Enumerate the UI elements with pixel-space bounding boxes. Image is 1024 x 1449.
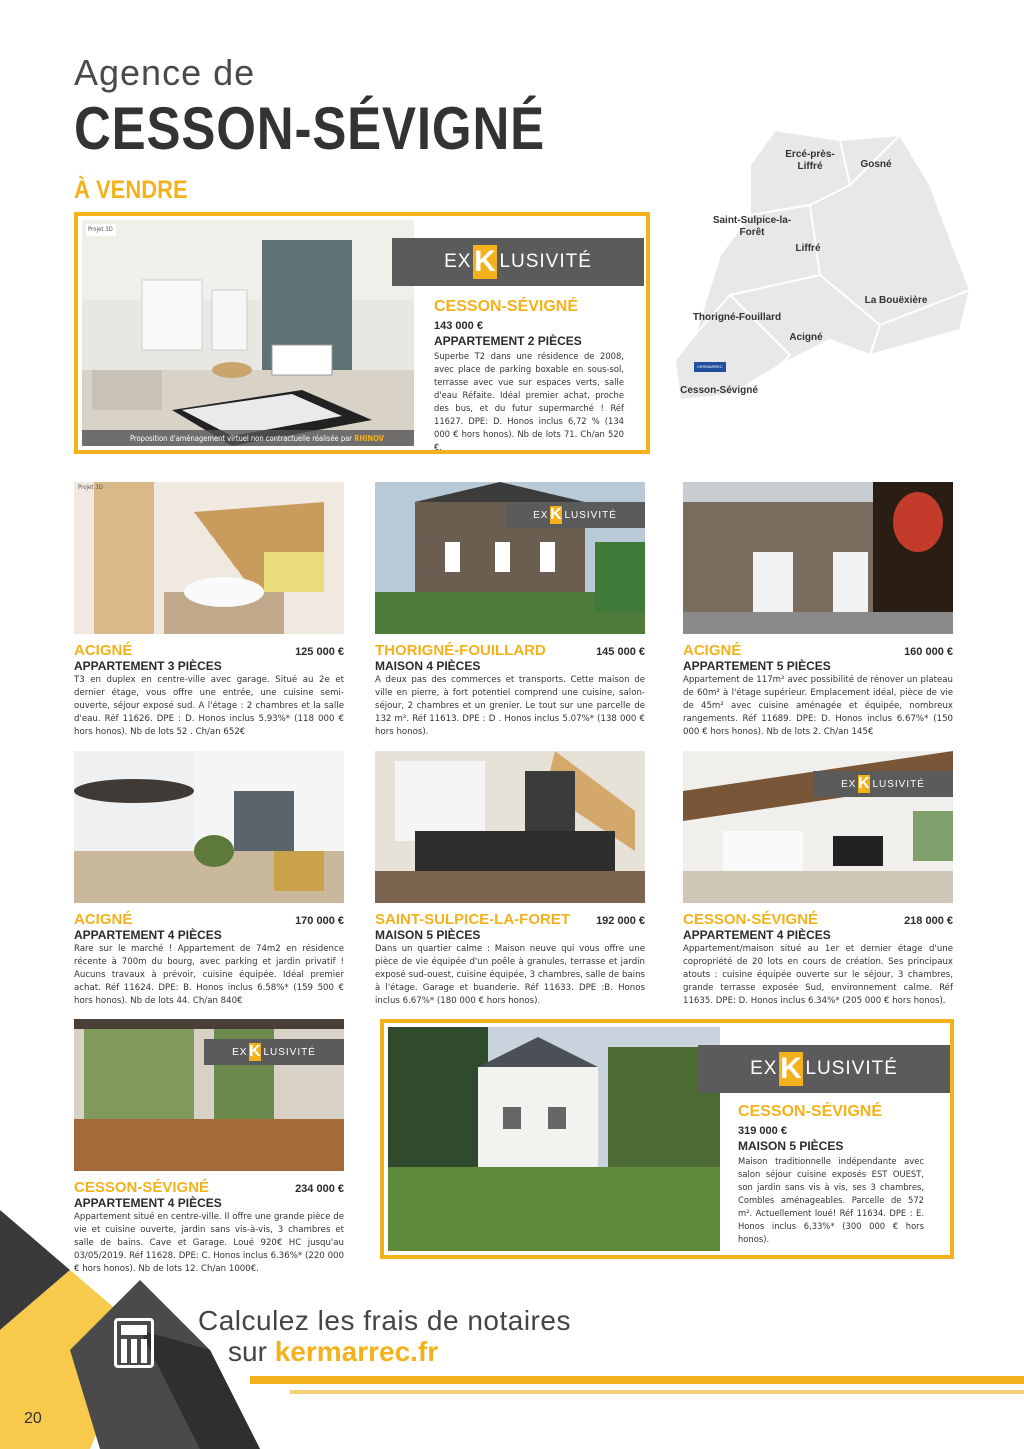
listing-type: APPARTEMENT 4 PIÈCES: [683, 928, 831, 942]
exclusivity-banner: EX K LUSIVITÉ: [813, 771, 953, 797]
featured2-type: MAISON 5 PIÈCES: [738, 1139, 844, 1153]
footer-accent-line: [290, 1390, 1024, 1394]
featured-photo: [82, 220, 414, 446]
listing-description: Appartement situé en centre-ville. Il offre une grande pièce de vie et cuisine ouverte, jardin sans vis-à-vis, 3 chambres et salle de bains. Cave et Garage. Loué 920€ HC jusqu'au 03/05/2019. Réf 11628. DPE: C. Honos inclus 6.36%* (220 000 € hors honos). Nb de lots 12. Ch/an 1000€.: [74, 1212, 344, 1274]
listing-card[interactable]: [74, 482, 344, 742]
section-title: À VENDRE: [74, 176, 188, 204]
featured2-photo: [388, 1027, 720, 1251]
listing-description: T3 en duplex en centre-ville avec garage. Situé au 2e et dernier étage, vous offre une entrée, une cuisine semi-ouverte, séjour exposé sud. A l'étage : 2 chambres et la salle d'eau. Réf 11626. DPE : D. Honos inclus 5.93%* (118 000 € hors honos). Nb de lots 52 . Ch/an 652€: [74, 675, 344, 737]
exclusivity-banner: EX K LUSIVITÉ: [505, 502, 645, 528]
agency-title: CESSON-SÉVIGNÉ: [74, 95, 546, 162]
featured2-description: Maison traditionnelle indépendante avec salon séjour cuisine exposés EST OUEST, son jardin sans vis à vis, ses 3 chambres, Combles aménageables. Parcelle de 572 m². Actuellement loué! Réf 11634. DPE : E. Honos inclus 6,33%* (300 000 € hors honos).: [738, 1156, 924, 1244]
map-label-gosne: Gosné: [860, 159, 892, 170]
listing-type: APPARTEMENT 4 PIÈCES: [74, 928, 222, 942]
listing-type: MAISON 4 PIÈCES: [375, 659, 481, 673]
listing-description: Appartement/maison situé au 1er et dernier étage d'une copropriété de 20 lots en cours de création. Ses principaux atouts : cuisine équipée ouverte sur le séjour, 3 chambres, grande terrasse exposée Sud, environnement calme. Réf 11635. DPE: D. Honos inclus 6.34%* (205 000 € hors honos).: [683, 944, 953, 1006]
listing-photo: [375, 751, 645, 903]
exclusivity-banner: EX K LUSIVITÉ: [392, 238, 644, 286]
calculator-icon: [114, 1318, 154, 1368]
listing-city: ACIGNÉ: [74, 911, 133, 928]
listing-price: 170 000 €: [295, 915, 344, 927]
map-label-acigne: Acigné: [789, 332, 823, 343]
listing-description: Dans un quartier calme : Maison neuve qui vous offre une pièce de vie équipée d'un poêle à granules, terrasse et jardin exposé sud-ouest, cuisine équipée, 3 chambres, salle de bains à l'étage. Garage et buanderie. Réf 11633. DPE :B. Honos inclus 6.67%* (180 000 € hors honos).: [375, 944, 645, 1006]
listing-city: CESSON-SÉVIGNÉ: [683, 911, 819, 928]
notary-fees-link[interactable]: sur kermarrec.fr: [228, 1336, 439, 1367]
listing-city: CESSON-SÉVIGNÉ: [74, 1179, 210, 1196]
listing-card[interactable]: [375, 482, 645, 742]
listing-type: APPARTEMENT 5 PIÈCES: [683, 659, 831, 673]
listing-city: ACIGNÉ: [74, 642, 133, 659]
exclusivity-banner: EX K LUSIVITÉ: [698, 1045, 950, 1093]
photo-badge: Projet 3D: [88, 226, 113, 233]
photo-caption: Proposition d'aménagement virtuel non contractuelle réalisée par RHINOV: [130, 434, 384, 443]
listing-photo: [74, 482, 344, 634]
listing-city: ACIGNÉ: [683, 642, 742, 659]
featured2-city: CESSON-SÉVIGNÉ: [738, 1103, 883, 1120]
listing-description: A deux pas des commerces et transports. Cette maison de ville en pierre, à fort potentiel comprend une cuisine, salon-séjour, 2 chambres et un grenier. Le tout sur une parcelle de 132 m². Réf 11613. DPE : D . Honos inclus 5.07%* (138 000 € hors honos).: [375, 675, 645, 737]
footer-accent-line: [250, 1376, 1024, 1384]
map-label-thorigne: Thorigné-Fouillard: [692, 312, 782, 323]
listing-card[interactable]: [375, 751, 645, 1011]
listing-type: MAISON 5 PIÈCES: [375, 928, 481, 942]
featured-city: CESSON-SÉVIGNÉ: [434, 298, 579, 315]
listing-city: SAINT-SULPICE-LA-FORET: [375, 911, 570, 928]
map-label-erce: Ercé-près-Liffré: [785, 149, 835, 172]
listing-price: 125 000 €: [295, 646, 344, 658]
page-number: 20: [24, 1410, 42, 1427]
notary-fees-title: Calculez les frais de notaires: [198, 1305, 571, 1336]
agency-label: Agence de: [74, 52, 256, 93]
listing-card[interactable]: [683, 751, 953, 1011]
listing-price: 192 000 €: [596, 915, 645, 927]
listing-type: APPARTEMENT 3 PIÈCES: [74, 659, 222, 673]
area-map: [670, 125, 980, 425]
listing-card[interactable]: [74, 751, 344, 1011]
featured-description: Superbe T2 dans une résidence de 2008, avec place de parking boxable en sous-sol, terrasse avec vue sur espaces verts, salle d'eau Réfaite. Idéal premier achat, proche des bus, et du futur supermarché ! Réf 11627. DPE: D. Honos inclus 6,72 % (134 000 € hors honos). Nb de lots 71. Ch/an 520 €.: [434, 351, 624, 452]
featured-listing[interactable]: [74, 212, 650, 454]
featured-price: 143 000 €: [434, 320, 483, 332]
listing-price: 218 000 €: [904, 915, 953, 927]
listing-description: Rare sur le marché ! Appartement de 74m2 en résidence récente à 700m du bourg, avec parking et jardin privatif ! Aucuns travaux à prévoir, cuisine équipée. Idéal premier achat. Réf 11624. DPE: B. Honos inclus 6.58%* (159 500 € hors honos). Nb de lots 44. Ch/an 840€: [74, 944, 344, 1006]
photo-badge: Projet 3D: [78, 484, 103, 491]
map-label-saint-sulpice: Saint-Sulpice-la-Forêt: [712, 215, 792, 238]
map-kermarrec-badge: KERMARREC: [694, 362, 726, 372]
map-label-la-bouexiere: La Bouëxière: [864, 295, 928, 306]
featured2-price: 319 000 €: [738, 1125, 787, 1137]
listing-price: 145 000 €: [596, 646, 645, 658]
listing-card[interactable]: [683, 482, 953, 742]
listing-photo: [683, 482, 953, 634]
listing-photo: [74, 751, 344, 903]
listing-price: 160 000 €: [904, 646, 953, 658]
featured-listing-2[interactable]: [380, 1019, 954, 1259]
featured-type: APPARTEMENT 2 PIÈCES: [434, 334, 582, 348]
map-label-cesson: Cesson-Sévigné: [680, 385, 758, 396]
listing-description: Appartement de 117m² avec possibilité de rénover un plateau de 60m² à l'étage supérieur. Emplacement idéal, pièce de vie de 45m² avec cuisine aménagée et équipée, nombreux rangements. Réf 11689. DPE: D. Honos inclus 6.67%* (150 000 € hors honos). Nb de lots 2. Ch/an 145€: [683, 675, 953, 737]
map-label-liffre: Liffré: [795, 243, 821, 254]
listing-city: THORIGNÉ-FOUILLARD: [375, 642, 546, 659]
listing-price: 234 000 €: [295, 1183, 344, 1195]
listing-type: APPARTEMENT 4 PIÈCES: [74, 1196, 222, 1210]
exclusivity-banner: EX K LUSIVITÉ: [204, 1039, 344, 1065]
